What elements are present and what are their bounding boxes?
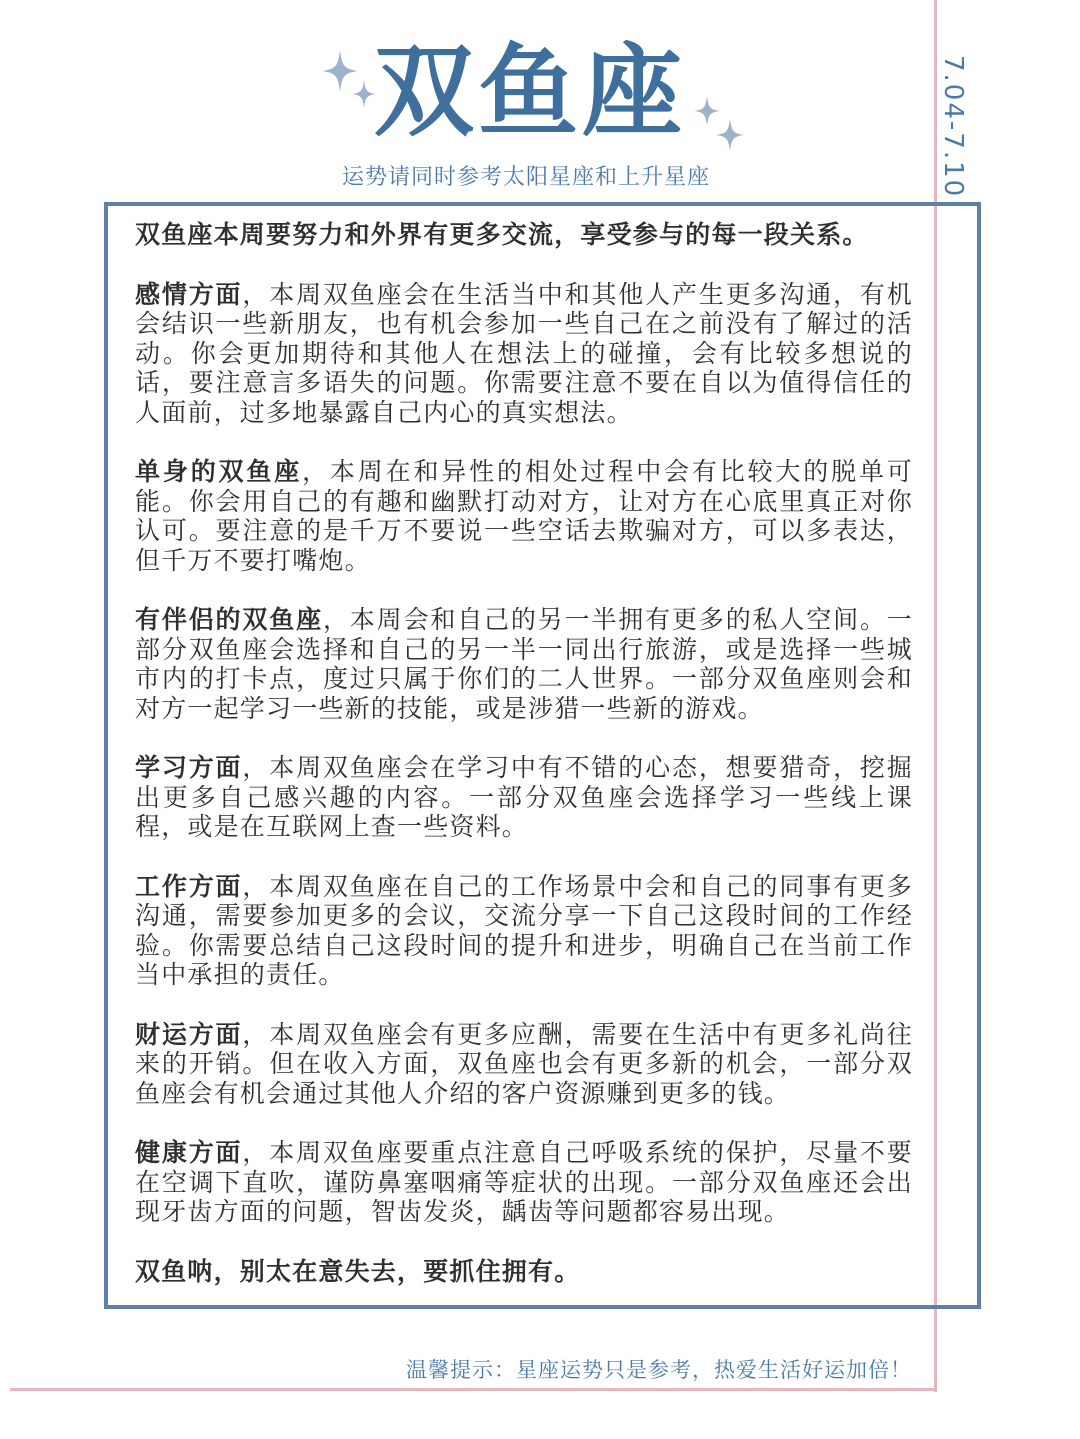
section-heading: 工作方面 — [135, 871, 243, 901]
section-text: ，本周双鱼座要重点注意自己呼吸系统的保护，尽量不要在空调下直吹，谨防鼻塞咽痛等症状的出现。一部分双鱼座还会出现牙齿方面的问题，智齿发炎，龋齿等问题都容易出现。 — [135, 1138, 913, 1226]
horoscope-content — [135, 220, 913, 1316]
date-range: 7.04-7.10 — [938, 55, 968, 199]
footer-tip: 温馨提示：星座运势只是参考，热爱生活好运加倍！ — [406, 1358, 912, 1382]
section-partner — [135, 605, 913, 723]
page-title: 双鱼座 — [374, 33, 686, 150]
pink-horizontal-line — [10, 1388, 937, 1391]
section-heading: 单身的双鱼座 — [135, 457, 303, 486]
section-text: ，本周会和自己的另一半拥有更多的私人空间。一部分双鱼座会选择和自己的另一半一同出行旅游，或是选择一些城市内的打卡点，度过只属于你们的二人世界。一部分双鱼座则会和对方一起学习一些新的技能，或是涉猎一些新的游戏。 — [135, 605, 913, 723]
section-text: ，本周双鱼座会在学习中有不错的心态，想要猎奇，挖掘出更多自己感兴趣的内容。一部分双鱼座会选择学习一些线上课程，或是在互联网上查一些资料。 — [135, 753, 913, 841]
section-text: ，本周双鱼座会在生活当中和其他人产生更多沟通，有机会结识一些新朋友，也有机会参加一些自己在之前没有了解过的活动。你会更加期待和其他人在想法上的碰撞，会有比较多想说的话，要注意言多语失的问题。你需要注意不要在自以为值得信任的人面前，过多地暴露自己内心的真实想法。 — [135, 279, 913, 427]
section-heading: 财运方面 — [135, 1019, 243, 1049]
section-heading: 有伴侣的双鱼座 — [135, 605, 323, 634]
section-love — [135, 280, 913, 428]
section-wealth — [135, 1020, 913, 1109]
intro-paragraph: 双鱼座本周要努力和外界有更多交流，享受参与的每一段关系。 — [135, 220, 869, 249]
section-text: ，本周在和异性的相处过程中会有比较大的脱单可能。你会用自己的有趣和幽默打动对方，让对方在心底里真正对你认可。要注意的是千万不要说一些空话去欺骗对方，可以多表达，但千万不要打嘴炮。 — [135, 457, 914, 575]
section-text: ，本周双鱼座在自己的工作场景中会和自己的同事有更多沟通，需要参加更多的会议，交流分享一下自己这段时间的工作经验。你需要总结自己这段时间的提升和进步，明确自己在当前工作当中承担的责任。 — [135, 871, 913, 989]
section-study — [135, 753, 913, 842]
subtitle: 运势请同时参考太阳星座和上升星座 — [341, 165, 710, 190]
section-health — [135, 1138, 913, 1227]
section-text: ，本周双鱼座会有更多应酬，需要在生活中有更多礼尚往来的开销。但在收入方面，双鱼座也会有更多新的机会，一部分双鱼座会有机会通过其他人介绍的客户资源赚到更多的钱。 — [135, 1019, 913, 1108]
section-single — [135, 457, 913, 575]
section-heading: 健康方面 — [135, 1138, 243, 1167]
outro-paragraph: 双鱼呐，别太在意失去，要抓住拥有。 — [135, 1256, 581, 1286]
section-heading: 学习方面 — [135, 753, 243, 782]
section-work — [135, 872, 913, 990]
section-heading: 感情方面 — [135, 279, 243, 309]
